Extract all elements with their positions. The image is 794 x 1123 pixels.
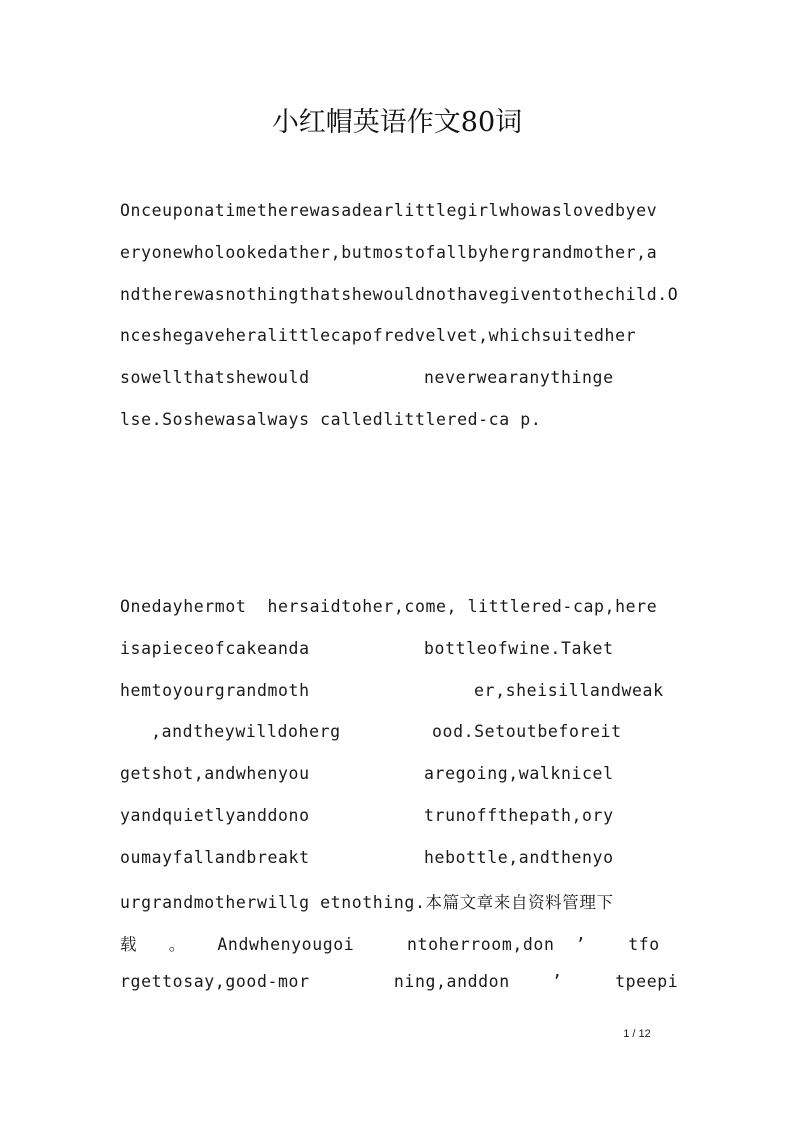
paragraph-2-line-left: isapieceofcakeanda [120, 639, 310, 658]
paragraph-2-line-left: ,andtheywilldoherg [130, 722, 341, 741]
paragraph-1-line-left: sowellthatshewould [120, 368, 310, 387]
paragraph-2-line-right: aregoing,walknicel [424, 764, 614, 783]
paragraph-2-line-right: bottleofwine.Taket [424, 639, 614, 658]
paragraph-1-line: Onceuponatimetherewasadearlittlegirlwhowaslovedbyev [120, 201, 658, 220]
paragraph-2-line: 载 。 Andwhenyougoi ntoherroom,don ’ tfo [120, 935, 660, 954]
paragraph-2-line-left: yandquietlyanddono [120, 806, 310, 825]
page-number: 1 / 12 [623, 1028, 651, 1040]
paragraph-2-line: rgettosay,good-mor ning,anddon ’ tpeepi [120, 972, 679, 991]
paragraph-1-line: nceshegaveheralittlecapofredvelvet,whichsuitedher [120, 326, 637, 345]
paragraph-2-line-left: oumayfallandbreakt [120, 848, 310, 867]
paragraph-2-line-right: ood.Setoutbeforeit [432, 722, 622, 741]
paragraph-1-line: eryonewholookedather,butmostofallbyhergrandmother,a [120, 243, 658, 262]
document-title: 小红帽英语作文80词 [271, 107, 523, 138]
paragraph-2-line-right: trunoffthepath,ory [424, 806, 614, 825]
paragraph-2-line-left: getshot,andwhenyou [120, 764, 310, 783]
paragraph-1-line: lse.Soshewasalways calledlittlered-ca p. [120, 410, 542, 429]
paragraph-2-line-right: er,sheisillandweak [474, 681, 664, 700]
paragraph-2-line-right: hebottle,andthenyo [424, 848, 614, 867]
paragraph-2-line: Onedayhermot hersaidtoher,come, littlered-cap,here [120, 597, 658, 616]
paragraph-2-line: urgrandmotherwillg etnothing.本篇文章来自资料管理下 [120, 893, 614, 912]
paragraph-1-line-right: neverwearanythinge [424, 368, 614, 387]
paragraph-2-line-left: hemtoyourgrandmoth [120, 681, 310, 700]
paragraph-1-line: ndtherewasnothingthatshewouldnothavegiventothechild.O [120, 285, 679, 304]
